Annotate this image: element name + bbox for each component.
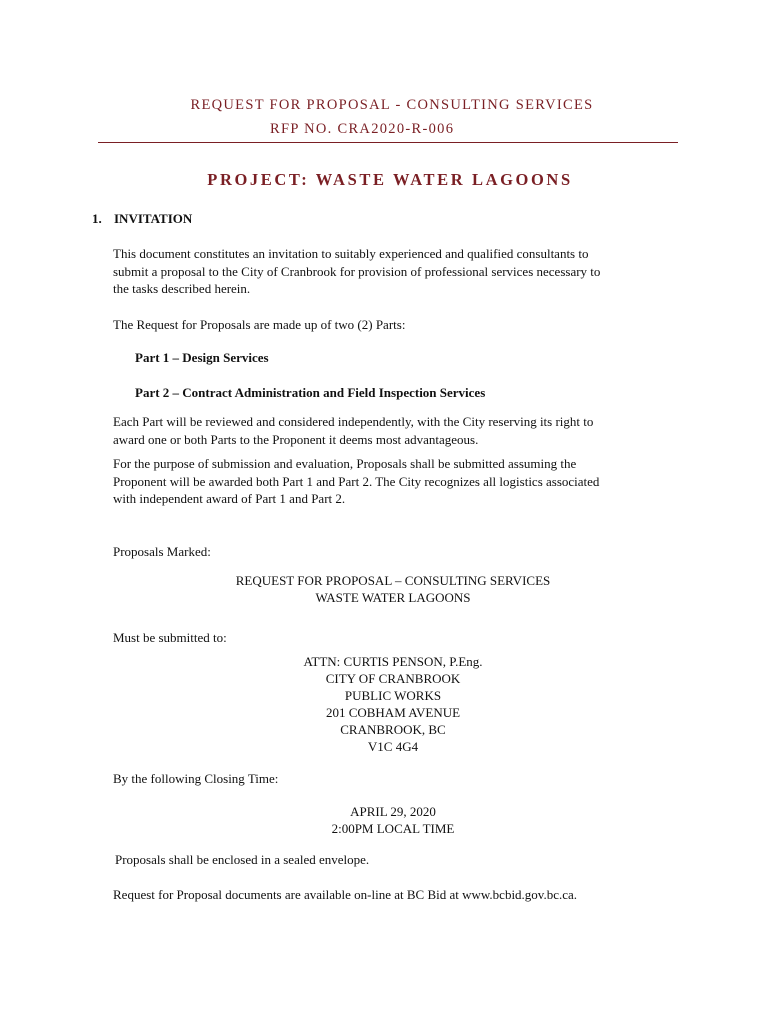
closing-date: APRIL 29, 2020 xyxy=(350,804,436,819)
section-heading xyxy=(92,211,192,227)
proposals-marked-label: Proposals Marked: xyxy=(113,544,211,559)
paragraph-line: For the purpose of submission and evaluation, Proposals shall be submitted assuming the xyxy=(113,456,577,471)
submission-paragraph xyxy=(113,455,673,508)
address-line: V1C 4G4 xyxy=(367,739,419,754)
submit-to-label: Must be submitted to: xyxy=(113,630,227,645)
review-paragraph xyxy=(113,413,673,448)
part-1-label: Part 1 – Design Services xyxy=(135,350,269,365)
paragraph-line: submit a proposal to the City of Cranbrook for provision of professional services necessary to xyxy=(113,263,601,279)
parts-intro: The Request for Proposals are made up of two (2) Parts: xyxy=(113,317,406,332)
section-number: 1. xyxy=(92,211,102,226)
address-line: 201 COBHAM AVENUE xyxy=(325,705,461,720)
address-line: PUBLIC WORKS xyxy=(344,688,442,703)
address-line: CITY OF CRANBROOK xyxy=(325,671,461,686)
closing-time-label: By the following Closing Time: xyxy=(113,771,279,786)
marking-block xyxy=(113,572,673,606)
paragraph-line: Each Part will be reviewed and considered independently, with the City reserving its right to xyxy=(113,414,594,429)
online-availability-note: Request for Proposal documents are available on-line at BC Bid at www.bcbid.gov.bc.ca. xyxy=(113,887,578,902)
rfp-title: REQUEST FOR PROPOSAL - CONSULTING SERVICES xyxy=(190,97,594,113)
section-title: INVITATION xyxy=(114,211,193,226)
invitation-paragraph xyxy=(113,245,673,298)
closing-time: 2:00PM LOCAL TIME xyxy=(331,821,455,836)
project-title: PROJECT: WASTE WATER LAGOONS xyxy=(207,170,573,189)
paragraph-line: with independent award of Part 1 and Part 2. xyxy=(113,491,346,506)
closing-time-block xyxy=(113,803,673,837)
marking-line: WASTE WATER LAGOONS xyxy=(315,590,471,605)
header-divider xyxy=(98,142,678,143)
paragraph-line: This document constitutes an invitation to suitably experienced and qualified consultants to xyxy=(113,246,589,261)
paragraph-line: Proponent will be awarded both Part 1 and Part 2. The City recognizes all logistics associated xyxy=(113,473,600,489)
envelope-note: Proposals shall be enclosed in a sealed envelope. xyxy=(115,852,370,867)
address-block xyxy=(113,653,673,755)
paragraph-line: the tasks described herein. xyxy=(113,281,251,296)
paragraph-line: award one or both Parts to the Proponent it deems most advantageous. xyxy=(113,431,479,447)
rfp-number: RFP NO. CRA2020-R-006 xyxy=(270,121,455,137)
marking-line: REQUEST FOR PROPOSAL – CONSULTING SERVICES xyxy=(235,573,551,588)
part-2-label: Part 2 – Contract Administration and Field Inspection Services xyxy=(135,385,486,400)
address-line: CRANBROOK, BC xyxy=(340,722,446,737)
address-line: ATTN: CURTIS PENSON, P.Eng. xyxy=(303,654,483,669)
